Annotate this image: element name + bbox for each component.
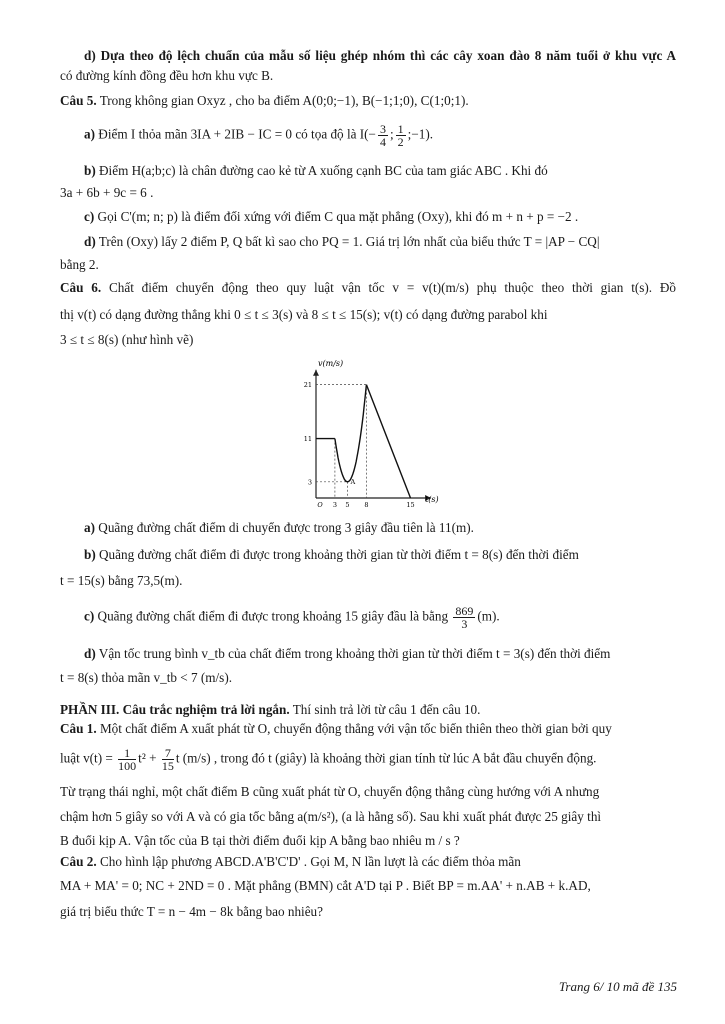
x-axis-label: t(s) xyxy=(425,495,439,504)
x-tick-label: 15 xyxy=(406,501,415,509)
x-tick-label: O xyxy=(317,501,323,509)
text-line: bằng 2. xyxy=(60,257,99,272)
part-3-heading: PHẦN III. Câu trắc nghiệm trả lời ngắn. Thí sinh trả lời từ câu 1 đến câu 10. xyxy=(60,702,481,717)
y-axis-label: v(m/s) xyxy=(318,358,344,368)
text-line: t = 8(s) thỏa mãn v_tb < 7 (m/s). xyxy=(60,670,233,685)
fraction: $\frac{3}{4}$ xyxy=(380,122,386,149)
x-tick-label: 8 xyxy=(364,501,369,509)
graph-segment xyxy=(366,385,410,498)
statement-6b: b) Quãng đường chất điểm đi được trong khoảng thời gian từ thời điểm t = 8(s) đến thời điểm xyxy=(84,547,579,562)
text-line: t = 15(s) bằng 73,5(m). xyxy=(60,573,183,588)
text-line: thị v(t) có dạng đường thẳng khi 0 ≤ t ≤ 3(s) và 8 ≤ t ≤ 15(s); v(t) có dạng đường parabol khi xyxy=(60,307,548,322)
text-line: luật v(t) = $\frac{1}{100}$ t² + $\frac{7}{15}$ t (m/s) , trong đó t (giây) là khoảng thời gian tính từ lúc A bắt đầu chuyển động. xyxy=(60,746,597,773)
statement-5a: a) Điểm I thỏa mãn 3IA + 2IB − IC = 0 có tọa độ là I(− $\frac{3}{4}$ ; $\frac{1}{2}$ ;−1). xyxy=(84,122,434,149)
statement-6a: a) Quãng đường chất điểm di chuyển được trong 3 giây đầu tiên là 11(m). xyxy=(84,520,474,535)
x-tick-label: 3 xyxy=(332,501,337,509)
text-line: Từ trạng thái nghỉ, một chất điểm B cũng xuất phát từ O, chuyển động thẳng cùng hướng với A nhưng xyxy=(60,784,600,799)
statement-5b: b) Điểm H(a;b;c) là chân đường cao kẻ từ A xuống cạnh BC của tam giác ABC . Khi đó xyxy=(84,163,548,178)
y-tick-label: 21 xyxy=(303,381,312,390)
text-line: chậm hơn 5 giây so với A và có gia tốc bằng a(m/s²), (a là hằng số). Sau khi xuất phát được 25 giây thì xyxy=(60,809,602,824)
fraction: $\frac{1}{2}$ xyxy=(397,122,404,149)
text-line: giá trị biểu thức T = n − 4m − 8k bằng bao nhiêu? xyxy=(60,904,324,919)
velocity-time-graph xyxy=(280,358,450,515)
page-footer: Trang 6/ 10 mã đề 135 xyxy=(558,979,677,994)
statement-6d: d) Vận tốc trung bình v_tb của chất điểm trong khoảng thời gian từ thời điểm t = 3(s) đến thời điểm xyxy=(84,646,611,661)
text-line: 3a + 6b + 9c = 6 . xyxy=(60,185,154,200)
statement-5c: c) Gọi C'(m; n; p) là điểm đối xứng với điểm C qua mặt phẳng (Oxy), khi đó m + n + p = −2 . xyxy=(84,209,579,224)
fraction: $\frac{869}{3}$ xyxy=(455,604,474,631)
y-tick-label: 3 xyxy=(307,478,312,487)
graph-segment xyxy=(335,385,367,482)
question-5: Câu 5. Trong không gian Oxyz , cho ba điểm A(0;0;−1), B(−1;1;0), C(1;0;1). xyxy=(60,93,469,108)
text-line: d) Dựa theo độ lệch chuẩn của mẫu số liệu ghép nhóm thì các cây xoan đào 8 năm tuổi ở khu vực A xyxy=(84,48,676,63)
fraction: $\frac{7}{15}$ xyxy=(161,746,174,773)
text-line: B đuổi kịp A. Vận tốc của B tại thời điểm đuổi kịp A bằng bao nhiêu m / s ? xyxy=(60,833,460,848)
x-tick-label: 5 xyxy=(345,501,350,509)
point-label: A xyxy=(350,477,356,486)
y-tick-label: 11 xyxy=(303,435,312,444)
short-question-1: Câu 1. Một chất điểm A xuất phát từ O, chuyển động thẳng với vận tốc biến thiên theo thời gian bởi quy xyxy=(60,721,612,736)
text-line: 3 ≤ t ≤ 8(s) (như hình vẽ) xyxy=(60,332,194,347)
statement-6c: c) Quãng đường chất điểm đi được trong khoảng 15 giây đầu là bằng $\frac{869}{3}$ (m). xyxy=(84,604,500,631)
y-axis-arrow xyxy=(313,370,319,376)
question-6: Câu 6. Chất điểm chuyển động theo quy luật vận tốc v = v(t)(m/s) phụ thuộc theo thời gian t(s). Đồ xyxy=(60,280,676,295)
text-line: có đường kính đồng đều hơn khu vực B. xyxy=(60,68,274,83)
statement-5d: d) Trên (Oxy) lấy 2 điểm P, Q bất kì sao cho PQ = 1. Giá trị lớn nhất của biểu thức T = |AP − CQ| xyxy=(84,234,600,249)
fraction: $\frac{1}{100}$ xyxy=(118,746,137,773)
text-line: MA + MA' = 0; NC + 2ND = 0 . Mặt phẳng (BMN) cắt A'D tại P . Biết BP = m.AA' + n.AB + k.AD, xyxy=(60,878,591,893)
short-question-2: Câu 2. Cho hình lập phương ABCD.A'B'C'D' . Gọi M, N lần lượt là các điểm thỏa mãn xyxy=(60,854,521,869)
